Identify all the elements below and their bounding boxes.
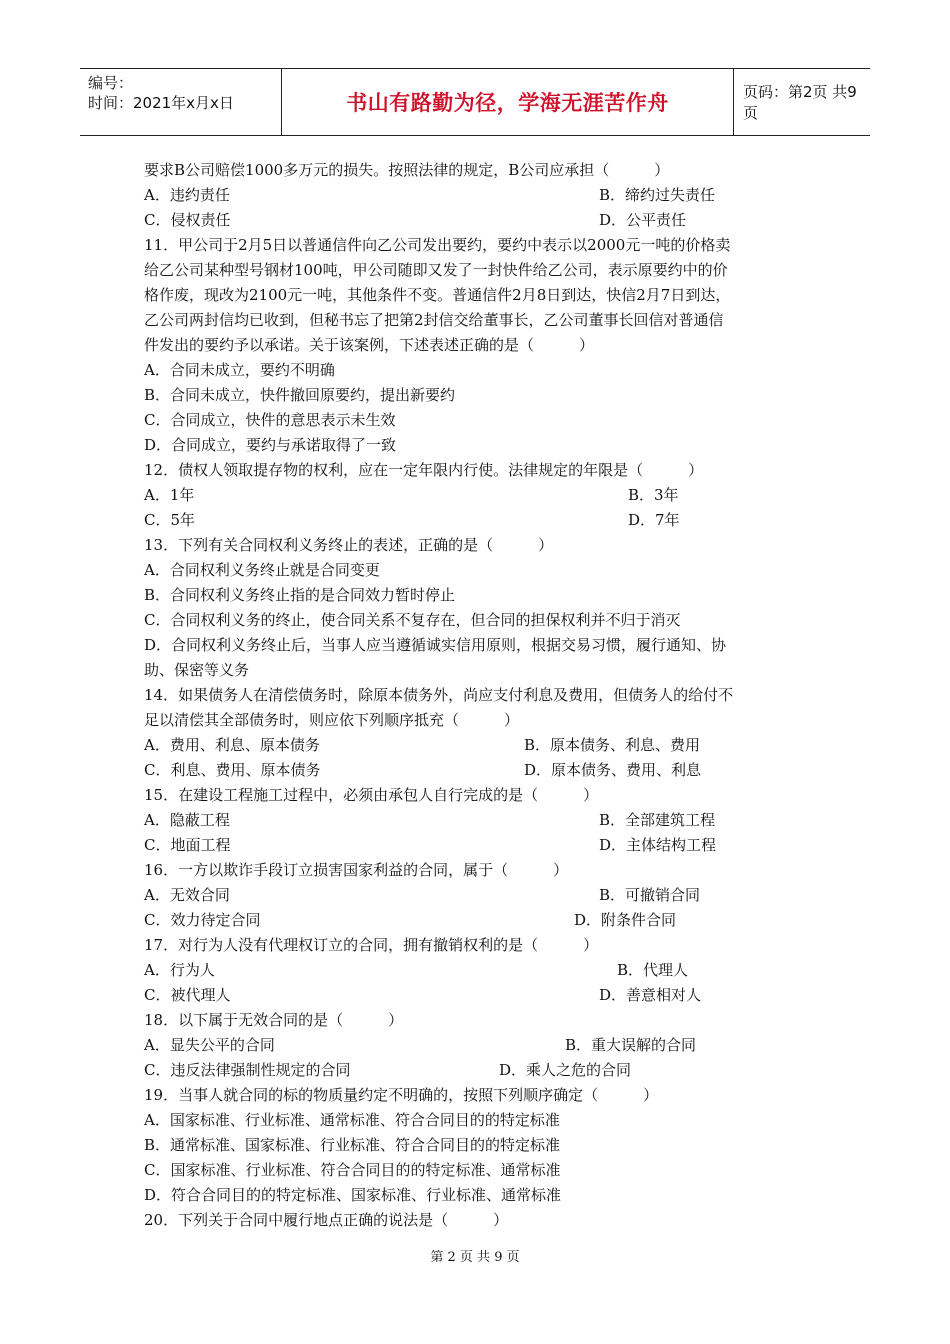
line-text: A．合同未成立，要约不明确 — [144, 361, 335, 379]
line-text: C．国家标准、行业标准、符合合同目的的特定标准、通常标准 — [144, 1161, 561, 1179]
text-line — [144, 383, 824, 408]
text-line — [144, 1108, 824, 1133]
text-line — [144, 883, 824, 908]
text-line — [144, 933, 824, 958]
text-line — [144, 183, 824, 208]
line-text: A．违约责任 — [144, 186, 230, 204]
text-line — [144, 158, 824, 183]
line-text: A．1年 — [144, 486, 195, 504]
text-line — [144, 483, 824, 508]
line-text: B．合同权利义务终止指的是合同效力暂时停止 — [144, 586, 456, 604]
line-text: 20．下列关于合同中履行地点正确的说法是（ ） — [144, 1211, 509, 1229]
text-line — [144, 783, 824, 808]
text-line — [144, 608, 824, 633]
text-line — [144, 858, 824, 883]
text-line — [144, 408, 824, 433]
line-text: A．费用、利息、原本债务 — [144, 736, 320, 754]
text-line — [144, 958, 824, 983]
line-text: C．5年 — [144, 511, 196, 529]
option-right: B．原本债务、利息、费用 — [524, 736, 701, 754]
document-date-label: 时间：2021年x月x日 — [88, 94, 234, 112]
line-text: 14．如果债务人在清偿债务时，除原本债务外，尚应支付利息及费用，但债务人的给付不 — [144, 686, 734, 704]
line-text: 格作废，现改为2100元一吨，其他条件不变。普通信件2月8日到达，快信2月7日到达， — [144, 286, 731, 304]
line-text: 17．对行为人没有代理权订立的合同，拥有撤销权利的是（ ） — [144, 936, 599, 954]
line-text: 足以清偿其全部债务时，则应依下列顺序抵充（ ） — [144, 711, 520, 729]
page-footer: 第 2 页 共 9 页 — [430, 1250, 520, 1265]
option-right: D．公平责任 — [599, 211, 687, 229]
line-text: A．无效合同 — [144, 886, 230, 904]
option-right: D．善意相对人 — [599, 986, 702, 1004]
line-text: C．利息、费用、原本债务 — [144, 761, 321, 779]
line-text: 11．甲公司于2月5日以普通信件向乙公司发出要约，要约中表示以2000元一吨的价格卖 — [144, 236, 731, 254]
text-line — [144, 333, 824, 358]
document-number-label: 编号： — [88, 74, 134, 92]
line-text: 19．当事人就合同的标的物质量约定不明确的，按照下列顺序确定（ ） — [144, 1086, 659, 1104]
line-text: C．合同成立，快件的意思表示未生效 — [144, 411, 396, 429]
line-text: 12．债权人领取提存物的权利，应在一定年限内行使。法律规定的年限是（ ） — [144, 461, 704, 479]
text-line — [144, 1033, 824, 1058]
line-text: 16．一方以欺诈手段订立损害国家利益的合同，属于（ ） — [144, 861, 569, 879]
text-line — [144, 358, 824, 383]
page-header — [80, 68, 870, 136]
option-right: D．原本债务、费用、利息 — [524, 761, 702, 779]
option-right: B．缔约过失责任 — [599, 186, 716, 204]
line-text: B．通常标准、国家标准、行业标准、符合合同目的的特定标准 — [144, 1136, 561, 1154]
text-line — [144, 583, 824, 608]
line-text: C．效力待定合同 — [144, 911, 261, 929]
text-line — [144, 908, 824, 933]
line-text: 件发出的要约予以承诺。关于该案例，下述表述正确的是（ ） — [144, 336, 595, 354]
option-right: B．全部建筑工程 — [599, 811, 716, 829]
line-text: 要求B公司赔偿1000多万元的损失。按照法律的规定，B公司应承担（ ） — [144, 161, 670, 179]
line-text: A．国家标准、行业标准、通常标准、符合合同目的的特定标准 — [144, 1111, 560, 1129]
text-line — [144, 1083, 824, 1108]
text-line — [144, 258, 824, 283]
text-line — [144, 433, 824, 458]
header-page-cell — [734, 69, 870, 135]
header-left-cell — [80, 69, 282, 135]
line-text: B．合同未成立，快件撤回原要约，提出新要约 — [144, 386, 456, 404]
text-line — [144, 708, 824, 733]
line-text: D．符合合同目的的特定标准、国家标准、行业标准、通常标准 — [144, 1186, 562, 1204]
text-line — [144, 758, 824, 783]
option-right: B．代理人 — [617, 961, 689, 979]
option-right: D．乘人之危的合同 — [499, 1061, 632, 1079]
line-text: 助、保密等义务 — [144, 661, 250, 679]
line-text: C．合同权利义务的终止，使合同关系不复存在，但合同的担保权利并不归于消灭 — [144, 611, 681, 629]
text-line — [144, 983, 824, 1008]
line-text: A．行为人 — [144, 961, 215, 979]
line-text: 15．在建设工程施工过程中，必须由承包人自行完成的是（ ） — [144, 786, 599, 804]
line-text: C．侵权责任 — [144, 211, 231, 229]
option-right: B．重大误解的合同 — [565, 1036, 697, 1054]
text-line — [144, 1183, 824, 1208]
option-right: B．3年 — [628, 486, 679, 504]
option-right: D．附条件合同 — [574, 911, 677, 929]
text-line — [144, 1133, 824, 1158]
text-line — [144, 633, 824, 658]
document-body — [144, 158, 824, 1233]
option-right: B．可撤销合同 — [599, 886, 701, 904]
line-text: C．违反法律强制性规定的合同 — [144, 1061, 351, 1079]
line-text: A．显失公平的合同 — [144, 1036, 275, 1054]
text-line — [144, 683, 824, 708]
header-motto: 书山有路勤为径，学海无涯苦作舟 — [346, 91, 669, 115]
text-line — [144, 658, 824, 683]
text-line — [144, 308, 824, 333]
line-text: 13．下列有关合同权利义务终止的表述，正确的是（ ） — [144, 536, 554, 554]
text-line — [144, 833, 824, 858]
header-page-label: 页码：第2页 共9页 — [743, 83, 857, 122]
line-text: A．合同权利义务终止就是合同变更 — [144, 561, 380, 579]
text-line — [144, 558, 824, 583]
line-text: 18．以下属于无效合同的是（ ） — [144, 1011, 404, 1029]
header-motto-cell — [282, 69, 734, 135]
line-text: A．隐蔽工程 — [144, 811, 230, 829]
text-line — [144, 283, 824, 308]
option-right: D．主体结构工程 — [599, 836, 717, 854]
text-line — [144, 533, 824, 558]
line-text: D．合同权利义务终止后，当事人应当遵循诚实信用原则，根据交易习惯，履行通知、协 — [144, 636, 727, 654]
line-text: 乙公司两封信均已收到，但秘书忘了把第2封信交给董事长，乙公司董事长回信对普通信 — [144, 311, 724, 329]
text-line — [144, 458, 824, 483]
line-text: C．地面工程 — [144, 836, 231, 854]
line-text: 给乙公司某种型号钢材100吨，甲公司随即又发了一封快件给乙公司，表示原要约中的价 — [144, 261, 728, 279]
option-right: D．7年 — [628, 511, 680, 529]
text-line — [144, 208, 824, 233]
line-text: C．被代理人 — [144, 986, 231, 1004]
text-line — [144, 1008, 824, 1033]
text-line — [144, 808, 824, 833]
text-line — [144, 733, 824, 758]
text-line — [144, 1058, 824, 1083]
text-line — [144, 233, 824, 258]
line-text: D．合同成立，要约与承诺取得了一致 — [144, 436, 397, 454]
text-line — [144, 508, 824, 533]
text-line — [144, 1208, 824, 1233]
text-line — [144, 1158, 824, 1183]
